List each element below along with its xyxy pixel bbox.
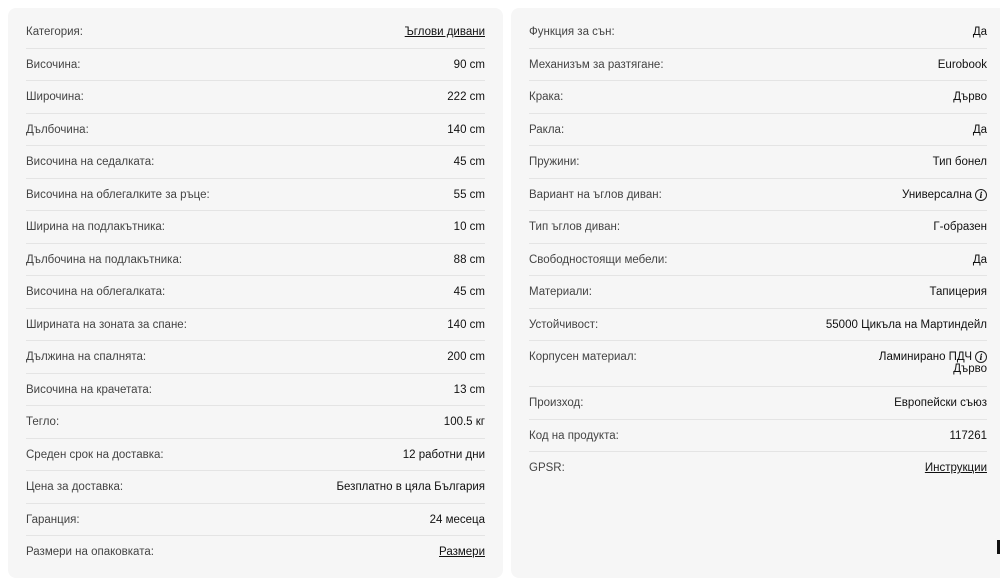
spec-value	[454, 189, 485, 201]
spec-value-line	[454, 156, 485, 168]
spec-value	[930, 286, 987, 298]
spec-row	[26, 81, 485, 114]
spec-label: Корпусен материал:	[529, 351, 637, 363]
specs-panel-left	[8, 8, 503, 578]
spec-row	[26, 471, 485, 504]
spec-row	[529, 146, 987, 179]
spec-row	[529, 387, 987, 420]
spec-label: Механизъм за разтягане:	[529, 58, 664, 71]
spec-label: Среден срок на доставка:	[26, 448, 164, 461]
spec-row	[26, 211, 485, 244]
spec-label: Код на продукта:	[529, 429, 619, 442]
spec-value-line	[454, 189, 485, 201]
spec-value-text: Европейски съюз	[894, 397, 987, 409]
spec-value	[454, 384, 485, 396]
spec-value-text: Дърво	[953, 91, 987, 103]
spec-value-line	[454, 221, 485, 233]
spec-value-line	[447, 91, 485, 103]
spec-value	[454, 286, 485, 298]
spec-label: Устойчивост:	[529, 318, 599, 331]
spec-label: Ширината на зоната за спане:	[26, 318, 187, 331]
spec-value-text: 88 cm	[453, 253, 485, 266]
spec-value-line	[933, 156, 987, 168]
spec-label: Размери на опаковката:	[26, 546, 154, 558]
spec-value-text: Безплатно в цяла България	[336, 481, 485, 493]
spec-value-text: Да	[972, 253, 987, 266]
spec-value-text: Г-образен	[933, 221, 987, 233]
spec-row	[529, 309, 987, 342]
spec-label: Дълбочина:	[26, 123, 89, 136]
spec-label: Височина на облегалките за ръце:	[26, 188, 210, 201]
spec-label: Крака:	[529, 91, 564, 103]
spec-value-link[interactable]: Ъглови дивани	[404, 26, 485, 38]
spec-value	[949, 430, 987, 442]
spec-value-line	[953, 91, 987, 103]
spec-value-line	[902, 189, 987, 201]
spec-value	[403, 449, 485, 461]
spec-row	[529, 49, 987, 82]
spec-value-text: 55 cm	[453, 188, 485, 201]
spec-row	[529, 211, 987, 244]
spec-label: Произход:	[529, 397, 584, 409]
spec-value-line	[930, 286, 987, 298]
spec-value-line	[454, 59, 485, 71]
spec-value	[454, 221, 485, 233]
spec-value-text: 90 cm	[453, 58, 485, 71]
spec-row	[529, 16, 987, 49]
spec-row	[26, 244, 485, 277]
spec-row	[26, 179, 485, 212]
spec-row	[529, 276, 987, 309]
spec-value	[938, 59, 987, 71]
spec-row	[26, 374, 485, 407]
spec-label: Материали:	[529, 286, 592, 298]
spec-row	[26, 536, 485, 569]
spec-value	[894, 397, 987, 409]
spec-row	[26, 49, 485, 82]
spec-value	[430, 514, 485, 526]
spec-row	[529, 452, 987, 485]
spec-value-line	[336, 481, 485, 493]
spec-value	[444, 416, 485, 428]
spec-value-text: 55000 Цикъла на Мартиндейл	[825, 318, 987, 331]
spec-value-line	[444, 416, 485, 428]
spec-row	[529, 81, 987, 114]
spec-value-line	[949, 430, 987, 442]
spec-value-line	[925, 462, 987, 474]
spec-value	[447, 124, 485, 136]
spec-row	[26, 309, 485, 342]
spec-value-line	[403, 449, 485, 461]
spec-row	[26, 341, 485, 374]
spec-value-line	[973, 26, 987, 38]
info-icon[interactable]: i	[975, 351, 987, 363]
spec-label: Тип ъглов диван:	[529, 221, 621, 233]
spec-value-line	[933, 221, 987, 233]
spec-value-text: Да	[972, 123, 987, 136]
spec-value-line	[973, 254, 987, 266]
spec-value-line	[454, 286, 485, 298]
spec-value	[447, 319, 485, 331]
spec-value-line	[938, 59, 987, 71]
spec-value-line	[430, 514, 485, 526]
spec-row	[529, 114, 987, 147]
spec-value-text: 200 cm	[447, 351, 485, 363]
spec-value-line	[439, 546, 485, 558]
spec-value-text: 100.5 кг	[443, 416, 485, 428]
spec-value	[902, 189, 987, 201]
spec-value	[454, 254, 485, 266]
spec-value	[447, 91, 485, 103]
spec-value	[973, 254, 987, 266]
spec-value-line	[454, 384, 485, 396]
spec-value	[826, 319, 987, 331]
spec-value	[439, 546, 485, 558]
spec-label: Тегло:	[26, 416, 60, 428]
spec-label: Цена за доставка:	[26, 481, 124, 493]
spec-value-line	[447, 351, 485, 363]
spec-label: Височина на облегалката:	[26, 286, 166, 298]
spec-label: Категория:	[26, 26, 83, 38]
spec-row	[26, 146, 485, 179]
spec-value-line	[447, 124, 485, 136]
spec-value-text-secondary: Дърво	[953, 363, 987, 375]
spec-label: Височина на седалката:	[26, 156, 155, 168]
spec-label: Дълбочина на подлакътника:	[26, 253, 183, 266]
spec-value	[454, 156, 485, 168]
spec-value-line	[973, 124, 987, 136]
spec-row	[26, 276, 485, 309]
spec-row	[26, 439, 485, 472]
spec-row	[529, 420, 987, 453]
spec-value	[953, 91, 987, 103]
spec-label: Височина:	[26, 58, 81, 71]
spec-label: Вариант на ъглов диван:	[529, 188, 662, 201]
spec-value-text: Тип бонел	[932, 156, 987, 168]
spec-label: Широчина:	[26, 91, 84, 103]
spec-row	[529, 179, 987, 212]
spec-value-text: 140 cm	[447, 123, 485, 136]
spec-label: Височина на крачетата:	[26, 383, 153, 396]
spec-value-text: Да	[972, 26, 987, 38]
spec-value	[405, 26, 485, 38]
spec-value-link[interactable]: Размери	[439, 546, 485, 558]
spec-value	[879, 351, 987, 375]
spec-value	[933, 221, 987, 233]
spec-value-text: 45 cm	[453, 286, 485, 298]
spec-label: Пружини:	[529, 156, 580, 168]
spec-value-text: 13 cm	[453, 383, 485, 396]
spec-value-text: Eurobook	[937, 58, 987, 71]
spec-value	[336, 481, 485, 493]
spec-value-line	[894, 397, 987, 409]
spec-row	[26, 16, 485, 49]
spec-value	[973, 26, 987, 38]
spec-value	[933, 156, 987, 168]
spec-value-line	[826, 319, 987, 331]
specs-panel-right	[511, 8, 1000, 578]
spec-value	[447, 351, 485, 363]
spec-value-line	[879, 351, 987, 363]
spec-value-text: Универсална	[902, 188, 972, 201]
spec-row	[529, 341, 987, 387]
spec-label: Гаранция:	[26, 513, 80, 526]
spec-value	[973, 124, 987, 136]
spec-value-line	[447, 319, 485, 331]
spec-value-text: 10 cm	[453, 221, 485, 233]
spec-value	[925, 462, 987, 474]
spec-value-text: 117261	[949, 429, 987, 442]
spec-value-text: 140 cm	[447, 318, 485, 331]
spec-label: GPSR:	[529, 462, 565, 474]
spec-value-text: Ламинирано ПДЧ	[878, 351, 972, 363]
spec-value	[454, 59, 485, 71]
spec-value-text: 222 cm	[447, 91, 485, 103]
spec-label: Свободностоящи мебели:	[529, 253, 668, 266]
spec-value-text: 12 работни дни	[402, 448, 485, 461]
spec-value-line	[405, 26, 485, 38]
spec-value-line	[454, 254, 485, 266]
spec-row	[529, 244, 987, 277]
spec-row	[26, 114, 485, 147]
spec-label: Ракла:	[529, 123, 565, 136]
info-icon[interactable]: i	[975, 189, 987, 201]
spec-value-text: Тапицерия	[929, 286, 987, 298]
spec-label: Ширина на подлакътника:	[26, 221, 165, 233]
spec-value-text: 45 cm	[453, 156, 485, 168]
spec-value-text: 24 месеца	[429, 513, 485, 526]
spec-row	[26, 406, 485, 439]
spec-label: Функция за сън:	[529, 26, 615, 38]
spec-value-link[interactable]: Инструкции	[924, 462, 987, 474]
spec-row	[26, 504, 485, 537]
spec-label: Дължина на спалнята:	[26, 351, 147, 363]
